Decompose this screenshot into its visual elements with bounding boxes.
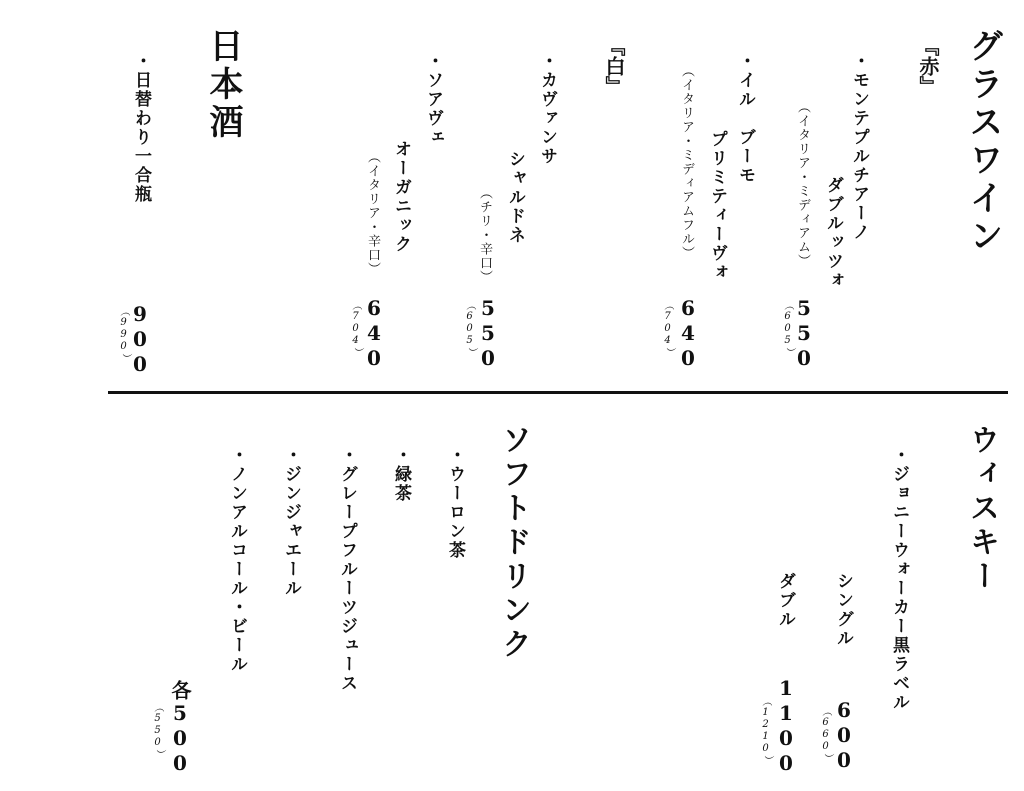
wine-item-1-name: ・モンテプルチアーノ — [849, 52, 869, 242]
wine-item-2-name: ・イル ブーモ — [735, 52, 755, 185]
sake-title: 日本酒 — [203, 28, 243, 142]
whisky-single-tax-price: （660） — [820, 706, 831, 764]
soft-drink-item-4: ・ジンジャエール — [281, 446, 301, 598]
wine-item-1-note: （イタリア・ミディアム） — [795, 100, 810, 268]
whisky-double-price: 1100 — [774, 676, 798, 776]
soft-drink-item-5: ・ノンアルコール・ビール — [227, 446, 247, 674]
section-divider — [108, 391, 1008, 394]
sake-price: 900 — [128, 302, 152, 377]
whisky-single-price: 600 — [832, 698, 856, 773]
whisky-double-tax-price: （1210） — [760, 696, 771, 766]
wine-item-3-name2: シャルドネ — [505, 150, 525, 245]
wine-item-4-name2: オーガニック — [391, 140, 411, 254]
red-wine-label: 『赤』 — [916, 36, 940, 96]
soft-drink-item-2: ・緑茶 — [391, 446, 411, 503]
wine-item-2-tax-price: （704） — [662, 300, 673, 358]
wine-item-4-name: ・ソアヴェ — [423, 52, 443, 147]
white-wine-label: 『白』 — [602, 36, 626, 96]
sake-tax-price: （990） — [118, 306, 129, 364]
soft-drink-title: ソフトドリンク — [496, 424, 531, 662]
whisky-item: ・ジョニーウォーカー黒ラベル — [889, 446, 909, 712]
wine-item-1-tax-price: （605） — [782, 300, 793, 358]
wine-item-3-note: （チリ・辛口） — [477, 186, 492, 284]
glass-wine-title: グラスワイン — [963, 28, 1003, 256]
wine-item-1-price: 550 — [792, 296, 816, 371]
sake-item: ・日替わり一合瓶 — [131, 52, 151, 204]
wine-item-1-name2: ダブルッツォ — [823, 176, 843, 290]
wine-item-4-price: 640 — [362, 296, 386, 371]
wine-item-2-price: 640 — [676, 296, 700, 371]
soft-drink-item-3: ・グレープフルーツジュース — [337, 446, 357, 693]
wine-item-4-tax-price: （704） — [350, 300, 361, 358]
wine-item-3-name: ・カヴァンサ — [537, 52, 557, 166]
wine-item-3-price: 550 — [476, 296, 500, 371]
soft-drink-price: 各500 — [168, 680, 192, 776]
wine-item-4-note: （イタリア・辛口） — [365, 150, 380, 276]
wine-item-2-name2: プリミティーヴォ — [707, 130, 727, 282]
wine-item-3-tax-price: （605） — [464, 300, 475, 358]
soft-drink-item-1: ・ウーロン茶 — [445, 446, 465, 560]
soft-drink-tax-price: （550） — [152, 702, 163, 760]
wine-item-2-note: （イタリア・ミディアムフル） — [679, 64, 694, 260]
whisky-double-label: ダブル — [775, 572, 795, 629]
whisky-title: ウィスキー — [964, 424, 999, 594]
whisky-single-label: シングル — [833, 572, 853, 648]
